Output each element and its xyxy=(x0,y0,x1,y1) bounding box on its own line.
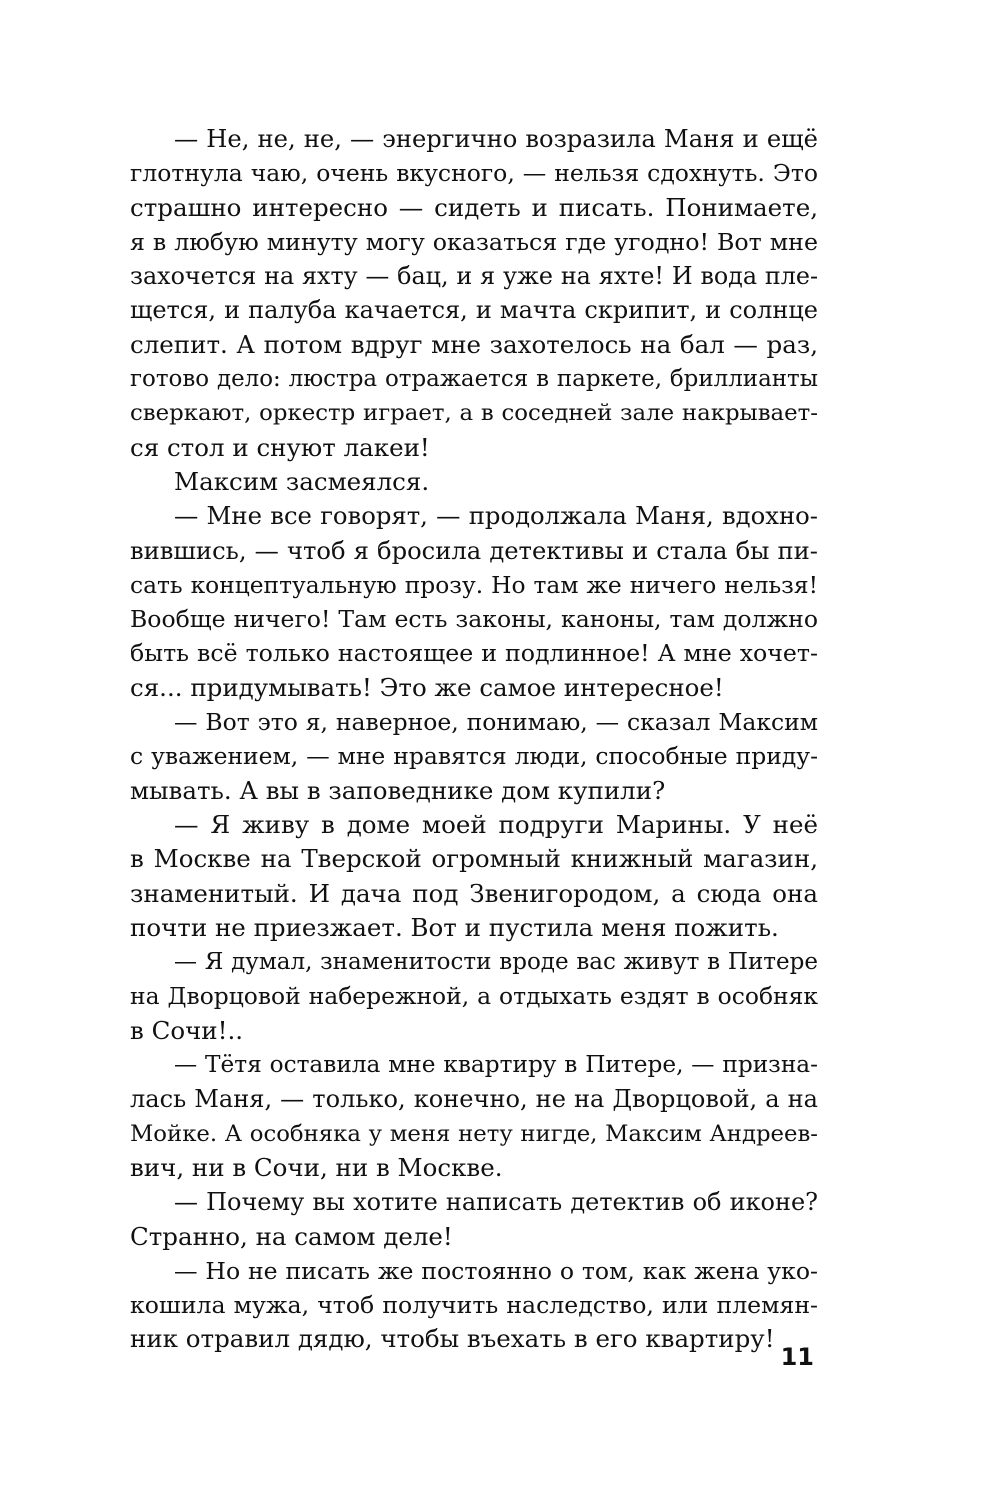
text-line: — Вот это я, наверное, понимаю, — сказал Максим xyxy=(174,708,818,737)
text-line: ся... придумывать! Это же самое интересное! xyxy=(130,672,724,702)
text-line: страшно интересно — сидеть и писать. Понимаете, xyxy=(130,192,818,222)
page-number: 11 xyxy=(780,1343,814,1371)
text-line: готово дело: люстра отражается в паркете, бриллианты xyxy=(130,366,818,393)
text-line: вившись, — чтоб я бросила детективы и стала бы пи- xyxy=(130,536,818,565)
text-line: знаменитый. И дача под Звенигородом, а сюда она xyxy=(130,878,818,908)
text-line: сверкают, оркестр играет, а в соседней зале накрывает- xyxy=(130,400,818,427)
text-line: в Сочи!.. xyxy=(130,1015,244,1045)
text-line: — Мне все говорят, — продолжала Маня, вдохно- xyxy=(174,501,818,531)
text-line: почти не приезжает. Вот и пустила меня пожить. xyxy=(130,912,779,942)
text-line: на Дворцовой набережной, а отдыхать ездят в особняк xyxy=(130,982,818,1011)
text-line: — Я живу в доме моей подруги Марины. У неё xyxy=(174,809,818,839)
text-line: — Почему вы хотите написать детектив об иконе? xyxy=(174,1188,818,1217)
text-line: захочется на яхту — бац, и я уже на яхте! И вода пле- xyxy=(130,262,818,291)
text-line: Максим засмеялся. xyxy=(174,466,430,496)
text-line: Странно, на самом деле! xyxy=(130,1221,453,1251)
text-line: вич, ни в Сочи, ни в Москве. xyxy=(130,1152,503,1182)
text-line: лась Маня, — только, конечно, не на Дворцовой, а на xyxy=(130,1085,818,1114)
text-line: — Не, не, не, — энергично возразила Маня и ещё xyxy=(174,125,818,153)
text-line: щется, и палуба качается, и мачта скрипит, и солнце xyxy=(130,296,818,325)
text-line: я в любую минуту могу оказаться где угодно! Вот мне xyxy=(130,227,818,256)
text-line: кошила мужа, чтоб получить наследство, или племян- xyxy=(130,1291,818,1320)
text-line: сать концептуальную прозу. Но там же ничего нельзя! xyxy=(130,570,818,599)
text-line: ся стол и снуют лакеи! xyxy=(130,432,430,462)
text-line: быть всё только настоящее и подлинное! А мне хочет- xyxy=(130,639,818,668)
text-line: с уважением, — мне нравятся люди, способные приду- xyxy=(130,742,818,771)
text-line: мывать. А вы в заповеднике дом купили? xyxy=(130,775,666,805)
text-line: Мойке. А особняка у меня нету нигде, Максим Андреев- xyxy=(130,1120,818,1147)
text-line: слепит. А потом вдруг мне захотелось на бал — раз, xyxy=(130,329,818,359)
body-text xyxy=(130,122,818,1357)
text-line: глотнула чаю, очень вкусного, — нельзя сдохнуть. Это xyxy=(130,159,818,188)
text-line: в Москве на Тверской огромный книжный магазин, xyxy=(130,844,818,874)
text-line: — Я думал, знаменитости вроде вас живут в Питере xyxy=(174,949,818,976)
text-line: Вообще ничего! Там есть законы, каноны, там должно xyxy=(130,605,818,634)
text-line: — Но не писать же постоянно о том, как жена уко- xyxy=(174,1256,818,1285)
text-line: — Тётя оставила мне квартиру в Питере, — призна- xyxy=(174,1051,818,1079)
text-line: ник отравил дядю, чтобы въехать в его квартиру! xyxy=(130,1324,775,1354)
